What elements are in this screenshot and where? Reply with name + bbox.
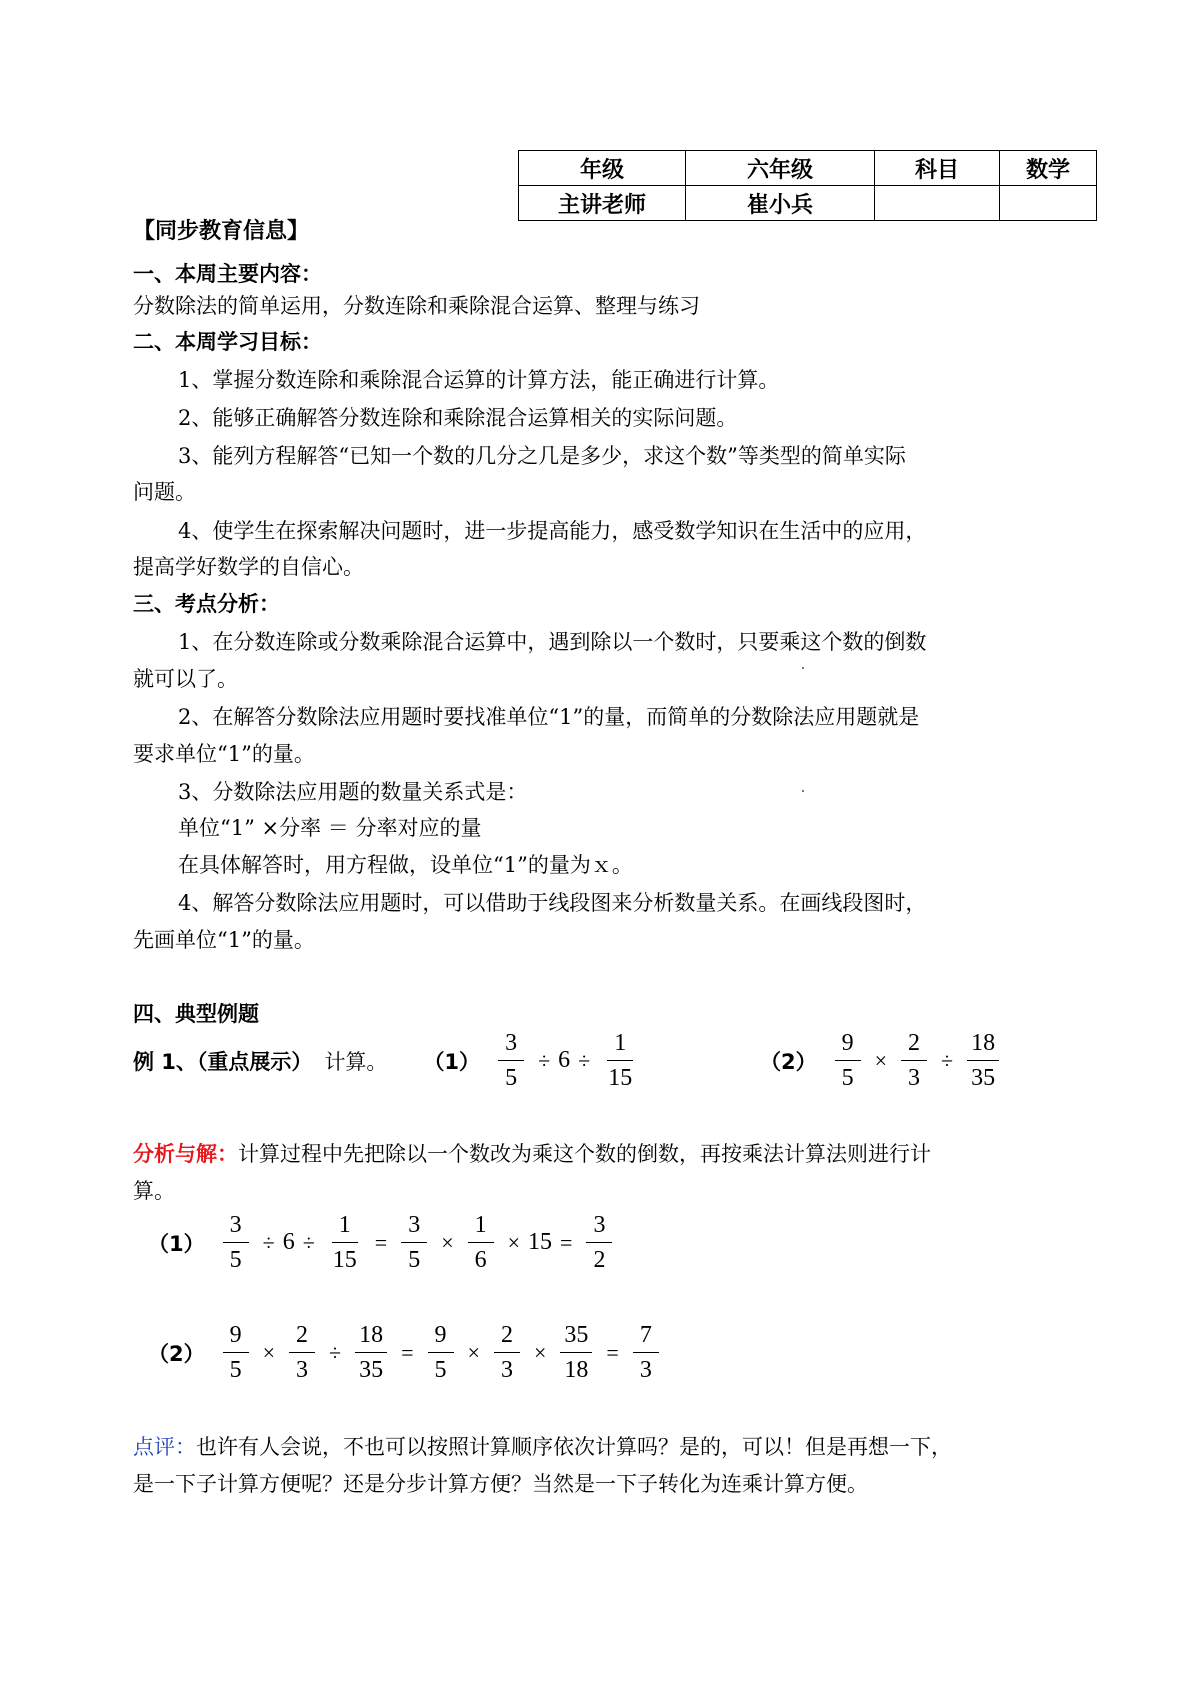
fraction: $\frac{35}{18}$	[560, 1320, 592, 1385]
multiply-sign: ×	[874, 1047, 888, 1073]
fraction: $\frac{18}{35}$	[355, 1320, 387, 1385]
subject-value: 数学	[1000, 151, 1097, 186]
point-item-cont: 先画单位“1”的量。	[133, 928, 315, 952]
problem-1-label: （1）	[423, 1049, 481, 1074]
fraction: $\frac{2}{3}$	[901, 1028, 927, 1093]
fraction: $\frac{2}{3}$	[289, 1320, 315, 1385]
solution-1-label: （1）	[148, 1231, 205, 1256]
empty-cell	[1000, 186, 1097, 221]
comment-label: 点评：	[133, 1435, 196, 1459]
analysis-label: 分析与解：	[133, 1142, 238, 1166]
section-1-heading: 一、本周主要内容：	[133, 262, 322, 286]
number: 15	[528, 1229, 553, 1255]
example-1-part-2	[760, 1028, 1005, 1093]
speck-mark	[802, 790, 804, 792]
problem-2-label: （2）	[760, 1049, 817, 1074]
goal-item: 3、能列方程解答“已知一个数的几分之几是多少，求这个数”等类型的简单实际	[178, 444, 906, 468]
example-1-line	[133, 1028, 642, 1093]
page-title: 【同步教育信息】	[133, 219, 310, 244]
table-row	[519, 186, 1097, 221]
example-text: 计算。	[324, 1049, 388, 1074]
section-2-heading: 二、本周学习目标：	[133, 330, 322, 354]
fraction: $\frac{9}{5}$	[835, 1028, 861, 1093]
fraction: $\frac{7}{3}$	[633, 1320, 659, 1385]
fraction: $\frac{3}{5}$	[498, 1028, 524, 1093]
divide-sign: ÷	[578, 1047, 591, 1073]
teacher-label: 主讲老师	[519, 186, 686, 221]
speck-mark	[802, 667, 804, 669]
fraction: $\frac{18}{35}$	[967, 1028, 999, 1093]
formula-line: 单位“1” ×分率 ＝ 分率对应的量	[178, 816, 482, 840]
comment-line	[133, 1433, 952, 1461]
multiply-sign: ×	[467, 1339, 480, 1365]
goal-item: 1、掌握分数连除和乘除混合运算的计算方法，能正确进行计算。	[178, 368, 780, 392]
fraction: $\frac{9}{5}$	[428, 1320, 454, 1385]
point-item: 在具体解答时，用方程做，设单位“1”的量为ｘ。	[178, 853, 633, 877]
subject-label: 科目	[875, 151, 1000, 186]
equals-sign: =	[606, 1339, 619, 1365]
goal-item-cont: 提高学好数学的自信心。	[133, 555, 364, 579]
goal-item: 2、能够正确解答分数连除和乘除混合运算相关的实际问题。	[178, 406, 738, 430]
divide-sign: ÷	[329, 1339, 342, 1365]
number: 6	[558, 1047, 571, 1073]
divide-sign: ÷	[262, 1229, 275, 1255]
analysis-text: 计算过程中先把除以一个数改为乘这个数的倒数，再按乘法计算法则进行计	[238, 1142, 931, 1166]
multiply-sign: ×	[262, 1339, 276, 1365]
section-3-heading: 三、考点分析：	[133, 592, 280, 616]
fraction: $\frac{1}{15}$	[332, 1212, 357, 1273]
equals-sign: =	[401, 1339, 414, 1365]
point-item-cont: 要求单位“1”的量。	[133, 742, 315, 766]
empty-cell	[875, 186, 1000, 221]
fraction: $\frac{1}{15}$	[608, 1030, 633, 1091]
comment-text-cont: 是一下子计算方便呢？还是分步计算方便？当然是一下子转化为连乘计算方便。	[133, 1472, 868, 1496]
header-info-table	[518, 150, 1097, 221]
fraction: $\frac{9}{5}$	[223, 1320, 249, 1385]
fraction: $\frac{3}{5}$	[223, 1210, 249, 1275]
divide-sign: ÷	[941, 1047, 954, 1073]
solution-1	[148, 1210, 618, 1275]
equals-sign: =	[560, 1229, 573, 1255]
goal-item-cont: 问题。	[133, 480, 196, 504]
solution-2-label: （2）	[148, 1341, 205, 1366]
fraction: $\frac{3}{2}$	[586, 1210, 612, 1275]
teacher-value: 崔小兵	[686, 186, 875, 221]
multiply-sign: ×	[507, 1229, 521, 1255]
fraction: $\frac{2}{3}$	[494, 1320, 520, 1385]
grade-label: 年级	[519, 151, 686, 186]
fraction: $\frac{3}{5}$	[401, 1210, 427, 1275]
point-item: 1、在分数连除或分数乘除混合运算中，遇到除以一个数时，只要乘这个数的倒数	[178, 630, 927, 654]
multiply-sign: ×	[533, 1339, 547, 1365]
solution-2	[148, 1320, 665, 1385]
analysis-text-cont: 算。	[133, 1179, 175, 1203]
comment-text: 也许有人会说，不也可以按照计算顺序依次计算吗？是的，可以！但是再想一下，	[196, 1435, 952, 1459]
example-label: 例 1、（重点展示）	[133, 1049, 313, 1074]
fraction: $\frac{1}{6}$	[468, 1210, 494, 1275]
analysis-line	[133, 1140, 931, 1168]
point-item: 2、在解答分数除法应用题时要找准单位“1”的量，而简单的分数除法应用题就是	[178, 705, 920, 729]
point-item: 4、解答分数除法应用题时，可以借助于线段图来分析数量关系。在画线段图时，	[178, 891, 927, 915]
section-1-text: 分数除法的简单运用，分数连除和乘除混合运算、整理与练习	[133, 294, 700, 318]
section-4-heading: 四、典型例题	[133, 1002, 259, 1026]
number: 6	[282, 1229, 295, 1255]
point-item: 3、分数除法应用题的数量关系式是：	[178, 780, 528, 804]
divide-sign: ÷	[302, 1229, 315, 1255]
equals-sign: =	[374, 1229, 388, 1255]
point-item-cont: 就可以了。	[133, 667, 238, 691]
multiply-sign: ×	[441, 1229, 454, 1255]
table-row	[519, 151, 1097, 186]
goal-item: 4、使学生在探索解决问题时，进一步提高能力，感受数学知识在生活中的应用，	[178, 519, 927, 543]
grade-value: 六年级	[686, 151, 875, 186]
divide-sign: ÷	[538, 1047, 551, 1073]
